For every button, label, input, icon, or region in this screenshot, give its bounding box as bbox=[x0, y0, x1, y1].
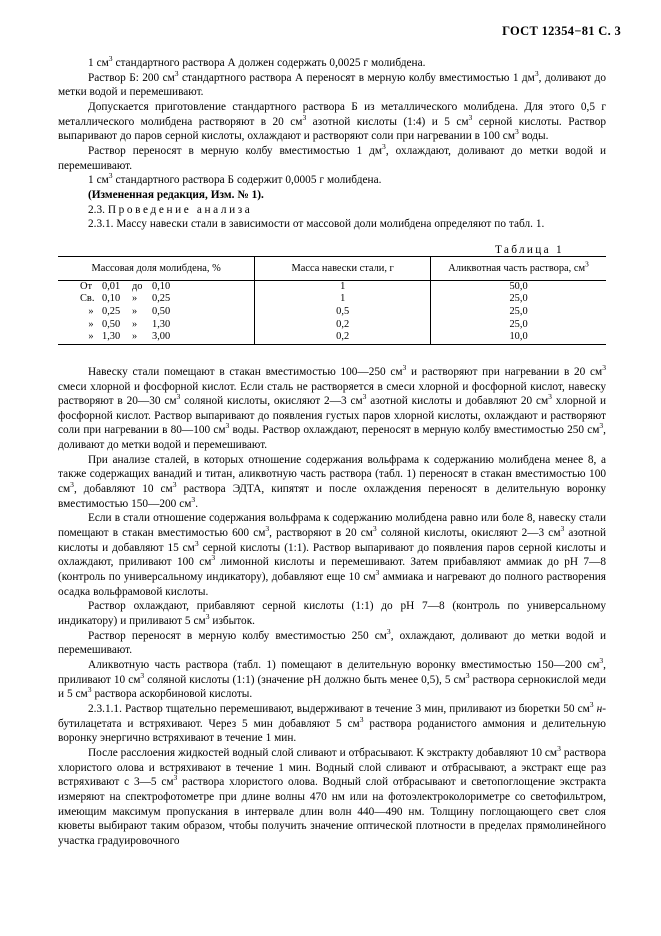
cell-mass-fraction: От 0,01 до 0,10 bbox=[80, 280, 171, 292]
section-number: 2.3. bbox=[88, 203, 105, 216]
paragraph-transfer-flask: Раствор переносят в мерную колбу вместимостью 1 $дм^3$, охлаждают, доливают до метки водой и перемешивают. bbox=[58, 142, 606, 172]
table-row bbox=[58, 280, 606, 293]
column-header-aliquot: Аликвотная часть раствора, $см^3$ bbox=[431, 256, 606, 280]
paragraph-metallic-molybdenum-prep: Допускается приготовление стандартного раствора Б из металлического молибдена. Для этого 0,5 г металлического молибдена растворяют в 20 $см^3$ азотной кислоты (1:4) и 5 $см^3$ серной кислоты. Раствор выпаривают до паров серной кислоты, охлаждают и растворяют соли при нагревании в 100 $см^3$ воды. bbox=[58, 100, 606, 143]
table-caption-text: Таблица 1 bbox=[494, 243, 564, 256]
table-header-row bbox=[58, 256, 606, 280]
cell-mass-fraction: » 0,25 » 0,50 bbox=[88, 306, 171, 318]
paragraph-revision-note bbox=[58, 188, 606, 203]
cell-aliquot: 10,0 bbox=[431, 331, 606, 344]
table-body bbox=[58, 280, 606, 343]
cell-sample-mass: 1 bbox=[255, 280, 431, 293]
table-row bbox=[58, 293, 606, 306]
paragraph-transfer-250-flask: Раствор переносят в мерную колбу вместимостью 250 $см^3$, охлаждают, доливают до метки водой и перемешивают. bbox=[58, 626, 606, 657]
cell-sample-mass: 1 bbox=[255, 293, 431, 306]
spacer-after-table bbox=[58, 345, 606, 365]
paragraph-standard-solution-b: Раствор Б: 200 $см^3$ стандартного раствора А переносят в мерную колбу вместимостью 1 $дм^3$, доливают до метки водой и перемешивают. bbox=[58, 68, 607, 99]
cell-mass-fraction: Св. 0,10 » 0,25 bbox=[80, 293, 171, 305]
page-header bbox=[56, 24, 621, 42]
paragraph-cooling-ph-adjust: Раствор охлаждают, прибавляют серной кислоты (1:1) до рН 7—8 (контроль по универсальному индикатору) и приливают 5 $см^3$ избыток. bbox=[58, 600, 606, 627]
cell-sample-mass: 0,2 bbox=[255, 319, 431, 332]
paragraph-extraction-measurement: После расслоения жидкостей водный слой сливают и отбрасывают. К экстракту добавляют 10 $см^3$ раствора хлористого олова и встряхивают в течение 1 мин. Водный слой сливают и отбрасывают, а экстракт еще раз встряхивают с 3—5 $см^3$ раствора хлористого олова. Водный слой отбрасывают и светопоглощение экстракта измеряют на спектрофотометре при длине волны 470 нм или на фотоэлектроколориметре со светофильтром, имеющим максимум пропускания в интервале длин волн 440—490 нм. Толщину поглощающего свет слоя кюветы выбирают таким образом, чтобы получить значение оптической плотности в пределах прямолинейного участка градуировочного bbox=[58, 744, 606, 847]
paragraph-tungsten-ratio-less-8: При анализе сталей, в которых отношение содержания вольфрама к содержанию молибдена менее 8, а также содержащих ванадий и титан, аликвотную часть раствора (табл. 1) переносят в стакан вместимостью 100 $см^3$, добавляют 10 $см^3$ раствора ЭДТА, кипятят и после охлаждения переносят в делительную воронку вместимостью 150—200 $см^3$. bbox=[58, 453, 606, 510]
cell-mass-fraction: » 0,50 » 1,30 bbox=[88, 318, 171, 330]
cell-aliquot: 50,0 bbox=[431, 280, 606, 293]
page-header-text: ГОСТ 12354−81 С. 3 bbox=[502, 24, 621, 38]
cell-aliquot: 25,0 bbox=[431, 319, 606, 332]
spacer-before-table bbox=[58, 232, 606, 244]
paragraph-2-3-1-text: 2.3.1. Массу навески стали в зависимости от массовой доли молибдена определяют по табл. 1. bbox=[88, 218, 545, 231]
cell-sample-mass: 0,5 bbox=[255, 306, 431, 319]
paragraph-dissolution-procedure: Навеску стали помещают в стакан вместимостью 100—250 $см^3$ и растворяют при нагревании в 20 $см^3$ смеси хлорной и фосфорной кислот. Если сталь не растворяется в смеси хлорной и фосфорной кислот, навеску растворяют в 20—30 $см^3$ соляной кислоты, окисляют 2—3 $см^3$ азотной кислоты и добавляют 20 $см^3$ хлорной и фосфорной кислот. Раствор выпаривают до появления густых паров хлорной кислоты, охлаждают и растворяют соли при нагревании в 80—100 $см^3$ воды. Раствор охлаждают, переносят в мерную колбу вместимостью 250 $см^3$, доливают до метки водой и перемешивают. bbox=[58, 363, 606, 452]
paragraph-solution-b-content: 1 $см^3$ стандартного раствора Б содержит 0,0005 г молибдена. bbox=[88, 171, 382, 187]
revision-note-text: (Измененная редакция, Изм. № 1). bbox=[88, 188, 264, 201]
paragraph-standard-solution-a: 1 $см^3$ стандартного раствора А должен содержать 0,0025 г молибдена. bbox=[88, 54, 426, 69]
document-body bbox=[58, 56, 606, 849]
cell-aliquot: 25,0 bbox=[431, 293, 606, 306]
section-title: Проведение анализа bbox=[107, 203, 253, 216]
sample-weight-table bbox=[58, 256, 606, 344]
section-heading-2-3 bbox=[58, 203, 606, 218]
column-header-sample-mass: Масса навески стали, г bbox=[255, 256, 431, 280]
column-header-mass-fraction: Массовая доля молибдена, % bbox=[91, 262, 221, 274]
cell-sample-mass: 0,2 bbox=[255, 331, 431, 344]
paragraph-aliquot-funnel: Аликвотную часть раствора (табл. 1) помещают в делительную воронку вместимостью 150—200 $см^3$, приливают 10 $см^3$ соляной кислоты (1:1) (значение рН должно быть менее 0,5), 5 $см^3$ раствора сернокислой меди и 5 $см^3$ раствора аскорбиновой кислоты. bbox=[58, 656, 606, 701]
table-row bbox=[58, 331, 606, 344]
cell-mass-fraction: » 1,30 » 3,00 bbox=[88, 331, 171, 343]
cell-aliquot: 25,0 bbox=[431, 306, 606, 319]
table-head bbox=[58, 256, 606, 280]
table-row bbox=[58, 306, 606, 319]
paragraph-2-3-1 bbox=[58, 217, 606, 232]
table-caption bbox=[58, 244, 606, 256]
table-row bbox=[58, 319, 606, 332]
paragraph-tungsten-ratio-ge-8: Если в стали отношение содержания вольфрама к содержанию молибдена равно или боле 8, навеску стали помещают в стакан вместимостью 600 $см^3$, растворяют в 20 $см^3$ соляной кислоты, окисляют 2—3 $см^3$ азотной кислоты и добавляют 15 $см^3$ серной кислоты (1:1). Раствор выпаривают до появления паров серной кислоты и охлаждают, приливают 100 $см^3$ лимонной кислоты и перемешивают. Затем прибавляют аммиак до рН 7—8 (контроль по универсальному индикатору), добавляют еще 10 $см^3$ аммиака и нагревают до полного растворения осадка вольфрамовой кислоты. bbox=[58, 512, 606, 598]
paragraph-2-3-1-1: 2.3.1.1. Раствор тщательно перемешивают, выдерживают в течение 3 мин, приливают из бюретки 50 $см^3$ н-бутилацетата и встряхивают. Через 5 мин добавляют 5 $см^3$ раствора роданистого аммония и делительную воронку энергично встряхивают в течение 1 мин. bbox=[58, 700, 606, 745]
